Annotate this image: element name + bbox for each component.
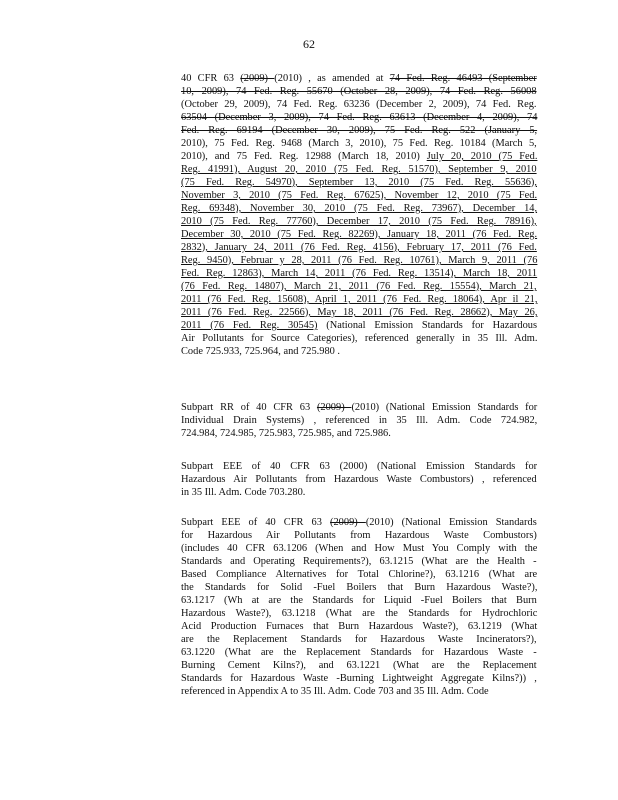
deleted-text: (2009) (330, 517, 366, 528)
text-line (181, 111, 537, 124)
inserted-text: (75 Fed. Reg. 54970), September 13, 2010 (75 Fed. Reg. 55636), (181, 177, 537, 188)
text-run: Individual Drain Systems) , referenced in 35 Ill. Adm. Code 724.982, (181, 415, 538, 426)
deleted-text: (2009) (316, 402, 352, 413)
inserted-text: 2011 (76 Fed. Reg. 22566), May 18, 2011 (76 Fed. Reg. 28662), May 26, (181, 307, 538, 318)
text-run: Burning Cement Kilns?), and 63.1221 (What are the Replacement (181, 660, 537, 671)
text-line (181, 659, 537, 672)
text-line (181, 414, 537, 427)
text-run: Based Compliance Alternatives for Total Chlorine?), 63.1216 (What are (181, 569, 538, 580)
text-line (181, 215, 537, 228)
text-line (181, 280, 537, 293)
deleted-text: (2009) (240, 73, 275, 84)
inserted-text: Reg. 41991), August 20, 2010 (75 Fed. Reg. 51570), September 9, 2010 (181, 164, 537, 175)
text-run: 2010), 75 Fed. Reg. 9468 (March 3, 2010), 75 Fed. Reg. 10184 (March 5, (181, 138, 537, 149)
inserted-text: 2011 (76 Fed. Reg. 15608), April 1, 2011 (76 Fed. Reg. 18064), Apr il 21, (181, 294, 538, 305)
text-run: referenced in Appendix A to 35 Ill. Adm. Code 703 and 35 Ill. Adm. Code (181, 686, 489, 697)
inserted-text: November 3, 2010 (75 Fed. Reg. 67625), November 12, 2010 (75 Fed. (181, 190, 538, 201)
text-line (181, 293, 537, 306)
text-run: Code 725.933, 725.964, and 725.980 . (181, 346, 341, 357)
text-run: for Hazardous Air Pollutants from Hazardous Waste Combustors) (181, 530, 537, 541)
text-line (181, 150, 537, 163)
text-line (181, 486, 305, 499)
inserted-text: July 20, 2010 (75 Fed. (426, 151, 538, 162)
inserted-text: (76 Fed. Reg. 14807), March 21, 2011 (76 Fed. Reg. 15554), March 21, (181, 281, 537, 292)
text-line (181, 98, 537, 111)
text-run: the Standards for Solid -Fuel Boilers that Burn Hazardous Waste?), (181, 582, 538, 593)
text-line (181, 137, 537, 150)
text-line (181, 646, 537, 659)
text-run: 724.984, 724.985, 725.983, 725.985, and 725.986. (181, 428, 391, 439)
text-line (181, 672, 537, 685)
text-line (181, 473, 537, 486)
text-line (181, 202, 537, 215)
text-line (181, 529, 537, 542)
text-line (181, 594, 537, 607)
inserted-text: 2832), January 24, 2011 (76 Fed. Reg. 4156), February 17, 2011 (76 Fed. (181, 242, 537, 253)
inserted-text: 2010 (75 Fed. Reg. 77760), December 17, 2010 (75 Fed. Reg. 78916), (181, 216, 537, 227)
text-line (181, 607, 537, 620)
text-line (181, 345, 340, 358)
text-run: (2010) (National Emission Standards for (351, 402, 538, 413)
text-line (181, 228, 537, 241)
text-run: 2010), and 75 Fed. Reg. 12988 (March 18, 2010) (181, 151, 427, 162)
text-run: in 35 Ill. Adm. Code 703.280. (181, 487, 306, 498)
text-line (181, 163, 537, 176)
text-run: Standards and Operating Requirements?), 63.1215 (What are the Health - (181, 556, 537, 567)
text-line (181, 306, 537, 319)
text-line (181, 401, 537, 414)
text-run: Subpart EEE of 40 CFR 63 (181, 517, 331, 528)
text-run: (National Emission Standards for Hazardous (317, 320, 538, 331)
text-line (181, 72, 537, 85)
text-line (181, 267, 537, 280)
text-run: (October 29, 2009), 74 Fed. Reg. 63236 (December 2, 2009), 74 Fed. Reg. (181, 99, 537, 110)
deleted-text: 63504 (December 3, 2009), 74 Fed. Reg. 63613 (December 4, 2009), 74 (181, 112, 538, 123)
text-run: Air Pollutants for Source Categories), referenced generally in 35 Ill. Adm. (181, 333, 538, 344)
text-run: Standards for Hazardous Waste -Burning Lightweight Aggregate Kilns?)) , (181, 673, 537, 684)
text-run: 63.1217 (Wh at are the Standards for Liquid -Fuel Boilers that Burn (181, 595, 537, 606)
text-line (181, 176, 537, 189)
text-line (181, 685, 489, 698)
text-run: Hazardous Waste?), 63.1218 (What are the Standards for Hydrochloric (181, 608, 538, 619)
inserted-text: Reg. 69348), November 30, 2010 (75 Fed. Reg. 73967), December 14, (181, 203, 538, 214)
text-line (181, 516, 537, 529)
deleted-text: Fed. Reg. 69194 (December 30, 2009), 75 Fed. Reg. 522 (January 5, (181, 125, 538, 136)
inserted-text: Fed. Reg. 12863), March 14, 2011 (76 Fed. Reg. 13514), March 18, 2011 (181, 268, 538, 279)
text-line (181, 555, 537, 568)
deleted-text: 74 Fed. Reg. 46493 (September (389, 73, 537, 84)
text-run: Hazardous Air Pollutants from Hazardous Waste Combustors) , referenced (181, 474, 537, 485)
text-line (181, 332, 537, 345)
text-line (181, 319, 537, 332)
text-line (181, 460, 537, 473)
text-line (181, 542, 537, 555)
text-line (181, 620, 537, 633)
text-line (181, 254, 537, 267)
text-line (181, 124, 537, 137)
text-run: (includes 40 CFR 63.1206 (When and How Must You Comply with the (181, 543, 538, 554)
text-line (181, 633, 537, 646)
text-line (181, 568, 537, 581)
text-line (181, 581, 537, 594)
deleted-text: 10, 2009), 74 Fed. Reg. 55670 (October 28, 2009), 74 Fed. Reg. 56008 (181, 86, 537, 97)
text-run: (2010) , as amended at (274, 73, 390, 84)
inserted-text: December 30, 2010 (75 Fed. Reg. 82269), January 18, 2011 (76 Fed. Reg. (181, 229, 538, 240)
text-run: Subpart RR of 40 CFR 63 (181, 402, 317, 413)
text-run: Subpart EEE of 40 CFR 63 (2000) (National Emission Standards for (181, 461, 538, 472)
text-line (181, 189, 537, 202)
inserted-text: 2011 (76 Fed. Reg. 30545) (181, 320, 318, 331)
text-run: 63.1220 (What are the Replacement Standards for Hazardous Waste - (181, 647, 537, 658)
inserted-text: Reg. 9450), Februar y 28, 2011 (76 Fed. Reg. 10761), March 9, 2011 (76 (181, 255, 538, 266)
text-line (181, 85, 537, 98)
page-number: 62 (303, 37, 315, 51)
text-line (181, 241, 537, 254)
text-line (181, 427, 391, 440)
text-run: are the Replacement Standards for Hazardous Waste Incinerators?), (181, 634, 537, 645)
text-run: (2010) (National Emission Standards (365, 517, 537, 528)
text-run: Acid Production Furnaces that Burn Hazardous Waste?), 63.1219 (What (181, 621, 538, 632)
text-run: 40 CFR 63 (181, 73, 241, 84)
